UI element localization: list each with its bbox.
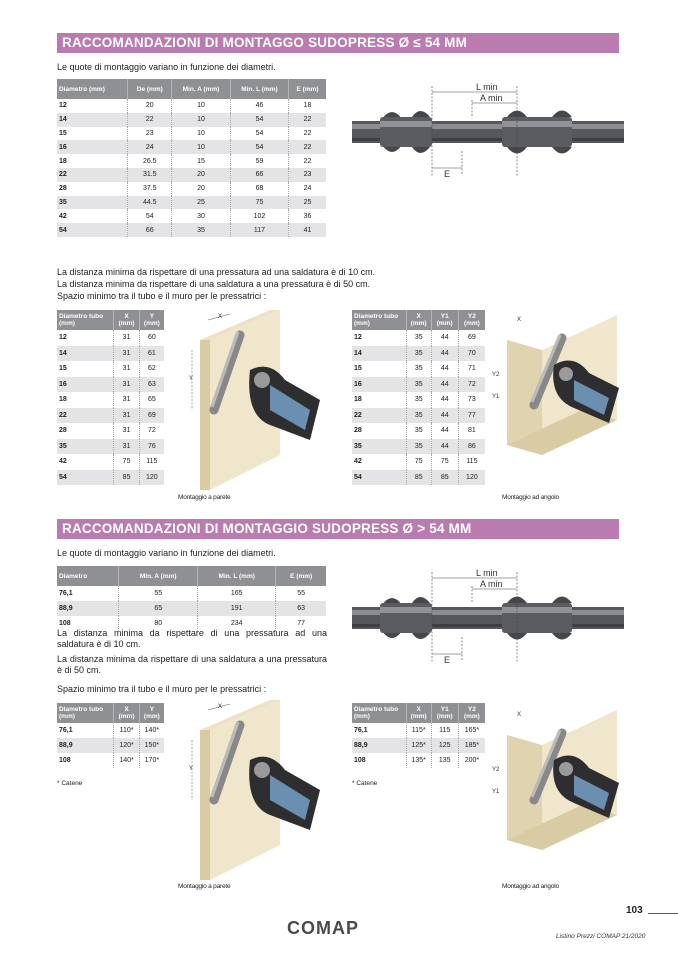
table-header-row bbox=[57, 566, 326, 586]
table-cell: 73 bbox=[458, 392, 485, 408]
table-cell: 24 bbox=[128, 140, 172, 154]
x-label: X bbox=[218, 314, 223, 320]
table-row bbox=[57, 346, 164, 362]
table-cell: 44 bbox=[431, 392, 458, 408]
table-cell: 15 bbox=[172, 154, 231, 168]
table-row bbox=[352, 346, 485, 362]
table-cell: 65 bbox=[119, 601, 198, 616]
table-cell: 15 bbox=[57, 127, 128, 141]
table-cell: 31.5 bbox=[128, 168, 172, 182]
table-cell: 108 bbox=[57, 616, 119, 631]
table-header-cell: Diametro tubo (mm) bbox=[57, 703, 114, 723]
table-cell: 85 bbox=[431, 470, 458, 486]
table-header-row bbox=[57, 310, 164, 330]
table-header-cell: X (mm) bbox=[406, 703, 431, 723]
fitting-left bbox=[380, 597, 432, 639]
table-row bbox=[57, 753, 164, 768]
table-header-cell: Min. L (mm) bbox=[198, 566, 276, 586]
table-cell: 42 bbox=[57, 454, 114, 470]
table-cell: 120 bbox=[139, 470, 164, 486]
table-cell: 115 bbox=[431, 723, 458, 738]
table-row bbox=[57, 140, 326, 154]
table-cell: 63 bbox=[276, 601, 326, 616]
table-cell: 35 bbox=[57, 196, 128, 210]
table-cell: 72 bbox=[458, 377, 485, 393]
table-cell: 18 bbox=[57, 392, 114, 408]
a-min-label: A min bbox=[480, 93, 503, 103]
table-cell: 75 bbox=[431, 454, 458, 470]
table-cell: 35 bbox=[352, 439, 406, 455]
section1-wall-figure bbox=[180, 310, 330, 490]
table-row bbox=[57, 470, 164, 486]
table-cell: 54 bbox=[230, 113, 288, 127]
page-number: 103 bbox=[626, 905, 643, 916]
l-min-label: L min bbox=[476, 82, 498, 92]
table-cell: 108 bbox=[352, 753, 406, 768]
table-cell: 25 bbox=[172, 196, 231, 210]
table-header-cell: Y (mm) bbox=[139, 703, 164, 723]
y1-label: Y1 bbox=[492, 394, 500, 400]
table-cell: 35 bbox=[406, 439, 431, 455]
table-row bbox=[57, 586, 326, 601]
table-cell: 42 bbox=[57, 209, 128, 223]
table-cell: 31 bbox=[114, 408, 139, 424]
table-cell: 28 bbox=[57, 182, 128, 196]
table-cell: 81 bbox=[458, 423, 485, 439]
table-cell: 234 bbox=[198, 616, 276, 631]
table-cell: 75 bbox=[114, 454, 139, 470]
table-header-row bbox=[57, 703, 164, 723]
table-cell: 165 bbox=[198, 586, 276, 601]
table-row bbox=[57, 196, 326, 210]
table-row bbox=[57, 154, 326, 168]
section1-title: RACCOMANDAZIONI DI MONTAGGO SUDOPRESS Ø ≤ 54 MM bbox=[57, 33, 619, 53]
table-cell: 23 bbox=[289, 168, 326, 182]
table-cell: 31 bbox=[114, 377, 139, 393]
table-cell: 14 bbox=[57, 113, 128, 127]
x-label: X bbox=[517, 712, 522, 718]
table-cell: 77 bbox=[276, 616, 326, 631]
section1-pipe-diagram bbox=[352, 76, 624, 186]
section1-corner-table bbox=[352, 310, 485, 485]
table-row bbox=[352, 392, 485, 408]
table-cell: 28 bbox=[57, 423, 114, 439]
table-cell: 10 bbox=[172, 99, 231, 113]
table-row bbox=[57, 330, 164, 346]
section1-corner-caption: Montaggio ad angolo bbox=[502, 494, 559, 501]
table-row bbox=[57, 723, 164, 738]
section1-note2: La distanza minima da rispettare di una saldatura a una pressatura è di 50 cm. bbox=[57, 279, 371, 289]
section1-note3: Spazio minimo tra il tubo e il muro per le pressatrici : bbox=[57, 291, 267, 301]
table-cell: 54 bbox=[57, 470, 114, 486]
table-row bbox=[352, 439, 485, 455]
table-header-cell: Diametro (mm) bbox=[57, 79, 128, 99]
table-header-cell: X (mm) bbox=[114, 703, 139, 723]
table-cell: 31 bbox=[114, 330, 139, 346]
table-cell: 135 bbox=[431, 753, 458, 768]
table-cell: 36 bbox=[289, 209, 326, 223]
y-label: Y bbox=[189, 766, 194, 772]
table-cell: 35 bbox=[406, 408, 431, 424]
table-cell: 200* bbox=[458, 753, 485, 768]
table-cell: 76 bbox=[139, 439, 164, 455]
table-row bbox=[352, 753, 485, 768]
e-label: E bbox=[444, 655, 451, 665]
section2-dims-table bbox=[57, 566, 326, 631]
table-cell: 22 bbox=[289, 127, 326, 141]
table-cell: 35 bbox=[172, 223, 231, 237]
table-cell: 26.5 bbox=[128, 154, 172, 168]
table-header-cell: E (mm) bbox=[276, 566, 326, 586]
table-header-cell: Y1 (mm) bbox=[431, 310, 458, 330]
table-cell: 69 bbox=[458, 330, 485, 346]
table-row bbox=[57, 738, 164, 753]
table-cell: 35 bbox=[57, 439, 114, 455]
table-header-row bbox=[352, 703, 485, 723]
section2-pipe-diagram bbox=[352, 562, 624, 672]
section2-corner-footnote: * Catene bbox=[352, 780, 378, 787]
y2-label: Y2 bbox=[492, 767, 500, 773]
table-cell: 54 bbox=[57, 223, 128, 237]
table-cell: 140* bbox=[114, 753, 139, 768]
table-cell: 61 bbox=[139, 346, 164, 362]
section2-wall-figure bbox=[180, 700, 330, 880]
table-cell: 35 bbox=[406, 330, 431, 346]
table-cell: 72 bbox=[139, 423, 164, 439]
table-cell: 12 bbox=[57, 330, 114, 346]
table-cell: 42 bbox=[352, 454, 406, 470]
section1-wall-table bbox=[57, 310, 164, 485]
table-row bbox=[352, 423, 485, 439]
table-cell: 54 bbox=[230, 127, 288, 141]
table-header-cell: Min. A (mm) bbox=[172, 79, 231, 99]
section2-title: RACCOMANDAZIONI DI MONTAGGIO SUDOPRESS Ø > 54 MM bbox=[57, 519, 619, 539]
section2-corner-figure bbox=[492, 705, 627, 850]
section2-wall-caption: Montaggio a parete bbox=[178, 883, 231, 890]
table-row bbox=[57, 454, 164, 470]
table-header-cell: De (mm) bbox=[128, 79, 172, 99]
table-cell: 16 bbox=[57, 140, 128, 154]
table-cell: 125 bbox=[431, 738, 458, 753]
table-header-cell: Diametro tubo (mm) bbox=[352, 703, 406, 723]
comap-logo: COMAP bbox=[287, 918, 359, 938]
table-cell: 140* bbox=[139, 723, 164, 738]
a-min-label: A min bbox=[480, 579, 503, 589]
table-header-row bbox=[57, 79, 326, 99]
table-row bbox=[57, 361, 164, 377]
table-cell: 35 bbox=[406, 392, 431, 408]
table-cell: 23 bbox=[128, 127, 172, 141]
table-cell: 115* bbox=[406, 723, 431, 738]
table-cell: 80 bbox=[119, 616, 198, 631]
table-header-cell: X (mm) bbox=[406, 310, 431, 330]
table-cell: 102 bbox=[230, 209, 288, 223]
table-cell: 16 bbox=[57, 377, 114, 393]
table-cell: 135* bbox=[406, 753, 431, 768]
table-header-cell: Y2 (mm) bbox=[458, 703, 485, 723]
table-cell: 44 bbox=[431, 408, 458, 424]
table-cell: 35 bbox=[406, 423, 431, 439]
section1-wall-caption: Montaggio a parete bbox=[178, 494, 231, 501]
table-cell: 22 bbox=[352, 408, 406, 424]
table-cell: 110* bbox=[114, 723, 139, 738]
table-cell: 22 bbox=[128, 113, 172, 127]
table-cell: 88,9 bbox=[352, 738, 406, 753]
table-cell: 76,1 bbox=[352, 723, 406, 738]
table-cell: 31 bbox=[114, 439, 139, 455]
x-label: X bbox=[517, 317, 522, 323]
table-cell: 54 bbox=[230, 140, 288, 154]
table-header-cell: Diametro tubo (mm) bbox=[57, 310, 114, 330]
table-cell: 20 bbox=[172, 182, 231, 196]
table-header-cell: Y (mm) bbox=[139, 310, 164, 330]
table-cell: 44 bbox=[431, 330, 458, 346]
table-cell: 46 bbox=[230, 99, 288, 113]
table-cell: 70 bbox=[458, 346, 485, 362]
table-cell: 28 bbox=[352, 423, 406, 439]
table-header-cell: E (mm) bbox=[289, 79, 326, 99]
fitting-right bbox=[502, 597, 572, 640]
table-cell: 10 bbox=[172, 113, 231, 127]
table-cell: 10 bbox=[172, 127, 231, 141]
table-cell: 120 bbox=[458, 470, 485, 486]
x-label: X bbox=[218, 704, 223, 710]
table-cell: 18 bbox=[352, 392, 406, 408]
table-row bbox=[57, 601, 326, 616]
table-cell: 115 bbox=[458, 454, 485, 470]
table-cell: 22 bbox=[289, 140, 326, 154]
section2-note1: La distanza minima da rispettare di una pressatura ad una saldatura è di 10 cm. bbox=[57, 628, 327, 649]
l-min-label: L min bbox=[476, 568, 498, 578]
table-cell: 44 bbox=[431, 377, 458, 393]
table-cell: 22 bbox=[57, 408, 114, 424]
table-cell: 25 bbox=[289, 196, 326, 210]
table-cell: 55 bbox=[276, 586, 326, 601]
table-cell: 120* bbox=[114, 738, 139, 753]
fitting-right bbox=[502, 111, 572, 154]
table-cell: 44 bbox=[431, 439, 458, 455]
fitting-left bbox=[380, 111, 432, 153]
table-cell: 170* bbox=[139, 753, 164, 768]
page-number-rule bbox=[648, 913, 678, 914]
table-row bbox=[57, 127, 326, 141]
table-cell: 35 bbox=[406, 346, 431, 362]
section2-note2: La distanza minima da rispettare di una saldatura a una pressatura è di 50 cm. bbox=[57, 654, 327, 675]
table-row bbox=[57, 209, 326, 223]
table-cell: 20 bbox=[172, 168, 231, 182]
table-row bbox=[352, 408, 485, 424]
table-cell: 12 bbox=[57, 99, 128, 113]
table-cell: 88,9 bbox=[57, 601, 119, 616]
section2-corner-caption: Montaggio ad angolo bbox=[502, 883, 559, 890]
table-cell: 68 bbox=[230, 182, 288, 196]
table-row bbox=[57, 113, 326, 127]
table-row bbox=[57, 408, 164, 424]
table-cell: 65 bbox=[139, 392, 164, 408]
table-cell: 14 bbox=[352, 346, 406, 362]
table-cell: 63 bbox=[139, 377, 164, 393]
table-cell: 44 bbox=[431, 346, 458, 362]
table-cell: 37.5 bbox=[128, 182, 172, 196]
table-cell: 15 bbox=[57, 361, 114, 377]
table-cell: 76,1 bbox=[57, 586, 119, 601]
table-cell: 62 bbox=[139, 361, 164, 377]
table-cell: 115 bbox=[139, 454, 164, 470]
table-cell: 85 bbox=[406, 470, 431, 486]
section1-dims-table bbox=[57, 79, 326, 237]
section2-wall-footnote: * Catene bbox=[57, 780, 83, 787]
table-cell: 31 bbox=[114, 423, 139, 439]
table-cell: 77 bbox=[458, 408, 485, 424]
table-row bbox=[352, 470, 485, 486]
table-cell: 16 bbox=[352, 377, 406, 393]
catalog-label: Listino Prezzi COMAP 21/2020 bbox=[556, 933, 646, 940]
table-cell: 22 bbox=[289, 113, 326, 127]
table-cell: 24 bbox=[289, 182, 326, 196]
y1-label: Y1 bbox=[492, 789, 500, 795]
table-header-cell: Diametro tubo (mm) bbox=[352, 310, 406, 330]
table-row bbox=[57, 377, 164, 393]
table-cell: 44 bbox=[431, 361, 458, 377]
table-row bbox=[352, 361, 485, 377]
table-cell: 20 bbox=[128, 99, 172, 113]
table-cell: 41 bbox=[289, 223, 326, 237]
table-row bbox=[352, 738, 485, 753]
table-cell: 18 bbox=[289, 99, 326, 113]
table-cell: 31 bbox=[114, 361, 139, 377]
table-header-cell: Y1 (mm) bbox=[431, 703, 458, 723]
table-cell: 31 bbox=[114, 392, 139, 408]
table-row bbox=[352, 723, 485, 738]
table-row bbox=[57, 223, 326, 237]
section1-note1: La distanza minima da rispettare di una pressatura ad una saldatura è di 10 cm. bbox=[57, 267, 376, 277]
table-cell: 12 bbox=[352, 330, 406, 346]
section1-intro: Le quote di montaggio variano in funzione dei diametri. bbox=[57, 62, 276, 72]
section2-wall-table bbox=[57, 703, 164, 768]
table-header-row bbox=[352, 310, 485, 330]
table-row bbox=[57, 99, 326, 113]
table-cell: 35 bbox=[406, 361, 431, 377]
table-cell: 54 bbox=[352, 470, 406, 486]
table-row bbox=[352, 330, 485, 346]
table-cell: 117 bbox=[230, 223, 288, 237]
section2-corner-table bbox=[352, 703, 485, 768]
table-row bbox=[57, 392, 164, 408]
table-cell: 14 bbox=[57, 346, 114, 362]
e-label: E bbox=[444, 169, 451, 179]
table-cell: 108 bbox=[57, 753, 114, 768]
table-cell: 22 bbox=[57, 168, 128, 182]
table-header-cell: Min. A (mm) bbox=[119, 566, 198, 586]
table-cell: 88,9 bbox=[57, 738, 114, 753]
table-row bbox=[57, 168, 326, 182]
table-header-cell: Min. L (mm) bbox=[230, 79, 288, 99]
section1-corner-figure bbox=[492, 310, 627, 455]
table-cell: 66 bbox=[230, 168, 288, 182]
table-cell: 10 bbox=[172, 140, 231, 154]
table-cell: 44.5 bbox=[128, 196, 172, 210]
y2-label: Y2 bbox=[492, 372, 500, 378]
table-cell: 66 bbox=[128, 223, 172, 237]
table-cell: 85 bbox=[114, 470, 139, 486]
table-cell: 30 bbox=[172, 209, 231, 223]
y-label: Y bbox=[189, 376, 194, 382]
table-cell: 69 bbox=[139, 408, 164, 424]
table-row bbox=[352, 377, 485, 393]
table-cell: 76,1 bbox=[57, 723, 114, 738]
table-cell: 165* bbox=[458, 723, 485, 738]
table-cell: 150* bbox=[139, 738, 164, 753]
table-cell: 59 bbox=[230, 154, 288, 168]
table-cell: 55 bbox=[119, 586, 198, 601]
table-cell: 60 bbox=[139, 330, 164, 346]
table-cell: 15 bbox=[352, 361, 406, 377]
table-cell: 75 bbox=[406, 454, 431, 470]
table-cell: 35 bbox=[406, 377, 431, 393]
table-row bbox=[352, 454, 485, 470]
table-cell: 54 bbox=[128, 209, 172, 223]
table-header-cell: Y2 (mm) bbox=[458, 310, 485, 330]
table-cell: 71 bbox=[458, 361, 485, 377]
table-cell: 44 bbox=[431, 423, 458, 439]
section2-intro: Le quote di montaggio variano in funzione dei diametri. bbox=[57, 548, 276, 558]
table-header-cell: X (mm) bbox=[114, 310, 139, 330]
table-cell: 125* bbox=[406, 738, 431, 753]
table-cell: 86 bbox=[458, 439, 485, 455]
table-header-cell: Diametro bbox=[57, 566, 119, 586]
section2-note3: Spazio minimo tra il tubo e il muro per le pressatrici : bbox=[57, 684, 267, 694]
table-cell: 18 bbox=[57, 154, 128, 168]
table-cell: 31 bbox=[114, 346, 139, 362]
table-cell: 75 bbox=[230, 196, 288, 210]
table-cell: 191 bbox=[198, 601, 276, 616]
table-row bbox=[57, 182, 326, 196]
table-row bbox=[57, 439, 164, 455]
table-cell: 185* bbox=[458, 738, 485, 753]
table-row bbox=[57, 423, 164, 439]
table-cell: 22 bbox=[289, 154, 326, 168]
